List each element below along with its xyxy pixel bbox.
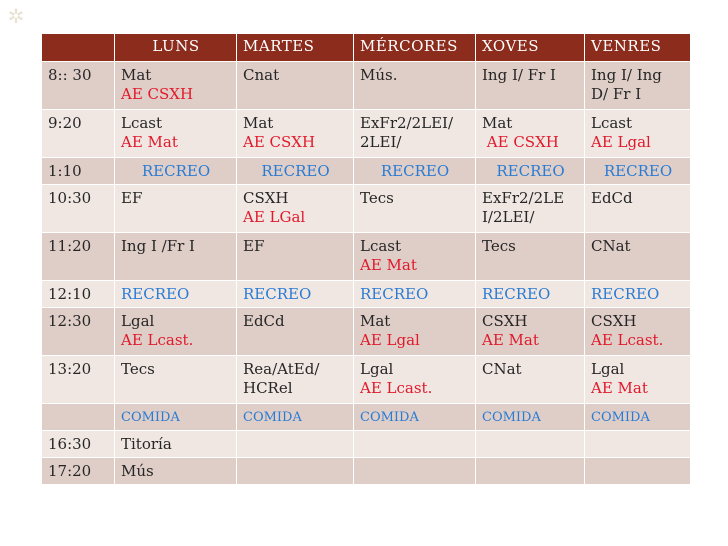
- cell-xoves: [476, 233, 585, 281]
- cell-luns: [115, 185, 237, 233]
- support-label: AE Mat: [360, 256, 417, 274]
- cell-luns: [115, 233, 237, 281]
- time-cell: 10:30: [42, 185, 115, 233]
- comida-label: COMIDA: [360, 410, 419, 425]
- support-label: AE Lcast.: [121, 331, 194, 349]
- cell-martes: [237, 185, 354, 233]
- subject-label: Mat: [482, 114, 513, 132]
- support-label: AE CSXH: [121, 85, 194, 103]
- cell-xoves: [476, 62, 585, 110]
- subject-label: Lcast: [591, 114, 633, 132]
- cell-martes: [237, 233, 354, 281]
- subject-label: Mat: [360, 312, 391, 330]
- recreo-label: RECREO: [496, 162, 565, 180]
- recreo-label: RECREO: [121, 285, 190, 303]
- cell-venres: [585, 356, 691, 404]
- support-label: AE Lgal: [360, 331, 420, 349]
- cell-venres: [585, 404, 691, 431]
- subject-label: CNat: [591, 237, 631, 255]
- subject-label: CSXH: [482, 312, 528, 330]
- subject-label: ExFr2/2LE: [482, 189, 565, 207]
- support-label: AE Mat: [591, 379, 648, 397]
- table-row: [42, 404, 691, 431]
- table-row: [42, 281, 691, 308]
- cell-xoves: [476, 158, 585, 185]
- cell-mercores: [354, 404, 476, 431]
- table-row: [42, 356, 691, 404]
- subject-label: Lgal: [360, 360, 394, 378]
- cell-martes: [237, 356, 354, 404]
- subject-label: Tecs: [121, 360, 155, 378]
- cell-luns: [115, 431, 237, 458]
- cell-luns: [115, 356, 237, 404]
- table-row: [42, 308, 691, 356]
- subject-label: Ing I/ Fr I: [482, 66, 556, 84]
- table-row: [42, 110, 691, 158]
- cell-martes: [237, 281, 354, 308]
- cell-venres: [585, 158, 691, 185]
- support-label: AE Mat: [121, 133, 178, 151]
- recreo-label: RECREO: [261, 162, 330, 180]
- cell-venres: [585, 281, 691, 308]
- cell-mercores: [354, 458, 476, 485]
- cell-mercores: [354, 233, 476, 281]
- support-label: AE Lcast.: [360, 379, 433, 397]
- cell-mercores: [354, 158, 476, 185]
- subject-label: Mús: [121, 462, 154, 480]
- weekly-timetable: [41, 33, 691, 485]
- cell-martes: [237, 308, 354, 356]
- subject-label: Mús.: [360, 66, 398, 84]
- subject-label: Rea/AtEd/: [243, 360, 320, 378]
- support-label: AE Mat: [482, 331, 539, 349]
- support-label: AE Lcast.: [591, 331, 664, 349]
- timetable-header-row: [42, 34, 691, 62]
- time-cell: 1:10: [42, 158, 115, 185]
- subject-label: CNat: [482, 360, 522, 378]
- comida-label: COMIDA: [482, 410, 541, 425]
- subject-label-continued: D/ Fr I: [591, 85, 642, 103]
- comida-label: COMIDA: [591, 410, 650, 425]
- subject-label: Ing I /Fr I: [121, 237, 195, 255]
- subject-label: EF: [121, 189, 143, 207]
- table-row: [42, 458, 691, 485]
- header-xoves: XOVES: [476, 34, 585, 62]
- recreo-label: RECREO: [482, 285, 551, 303]
- time-cell: 8:: 30: [42, 62, 115, 110]
- cell-venres: [585, 110, 691, 158]
- cell-mercores: [354, 110, 476, 158]
- subject-label: Tecs: [482, 237, 516, 255]
- cell-martes: [237, 110, 354, 158]
- subject-label: Lgal: [121, 312, 155, 330]
- cell-venres: [585, 185, 691, 233]
- cell-xoves: [476, 110, 585, 158]
- support-label: AE Lgal: [591, 133, 651, 151]
- cell-venres: [585, 308, 691, 356]
- cell-venres: [585, 458, 691, 485]
- cell-luns: [115, 308, 237, 356]
- cell-xoves: [476, 308, 585, 356]
- cell-xoves: [476, 185, 585, 233]
- recreo-label: RECREO: [603, 162, 673, 180]
- cell-xoves: [476, 356, 585, 404]
- cell-xoves: [476, 458, 585, 485]
- cell-luns: [115, 404, 237, 431]
- header-time: [42, 34, 115, 62]
- subject-label: CSXH: [243, 189, 289, 207]
- cell-mercores: [354, 431, 476, 458]
- subject-label: Cnat: [243, 66, 280, 84]
- subject-label: Titoría: [121, 435, 172, 453]
- support-label: AE CSXH: [482, 133, 559, 151]
- subject-label-continued: 2LEI/: [360, 133, 402, 151]
- recreo-label: RECREO: [591, 285, 660, 303]
- cell-mercores: [354, 62, 476, 110]
- time-cell: 16:30: [42, 431, 115, 458]
- support-label: AE CSXH: [243, 133, 316, 151]
- subject-label-continued: HCRel: [243, 379, 293, 397]
- cell-mercores: [354, 356, 476, 404]
- table-row: [42, 158, 691, 185]
- subject-label: Mat: [243, 114, 274, 132]
- header-mercores: MÉRCORES: [354, 34, 476, 62]
- cell-xoves: [476, 404, 585, 431]
- recreo-label: RECREO: [360, 285, 429, 303]
- subject-label: EdCd: [243, 312, 285, 330]
- cell-venres: [585, 431, 691, 458]
- cell-martes: [237, 431, 354, 458]
- cell-luns: [115, 458, 237, 485]
- cell-mercores: [354, 308, 476, 356]
- cell-luns: [115, 281, 237, 308]
- subject-label: EdCd: [591, 189, 633, 207]
- recreo-label: RECREO: [243, 285, 312, 303]
- cell-venres: [585, 233, 691, 281]
- comida-label: COMIDA: [243, 410, 302, 425]
- cell-martes: [237, 158, 354, 185]
- cell-martes: [237, 62, 354, 110]
- header-venres: VENRES: [585, 34, 691, 62]
- cell-xoves: [476, 281, 585, 308]
- table-row: [42, 233, 691, 281]
- time-cell: [42, 404, 115, 431]
- recreo-label: RECREO: [141, 162, 211, 180]
- cell-mercores: [354, 281, 476, 308]
- subject-label: CSXH: [591, 312, 637, 330]
- subject-label: EF: [243, 237, 265, 255]
- cell-mercores: [354, 185, 476, 233]
- time-cell: 13:20: [42, 356, 115, 404]
- cell-venres: [585, 62, 691, 110]
- subject-label: Lcast: [121, 114, 163, 132]
- header-luns: LUNS: [115, 34, 237, 62]
- subject-label: Tecs: [360, 189, 394, 207]
- subject-label: ExFr2/2LEI/: [360, 114, 454, 132]
- header-martes: MARTES: [237, 34, 354, 62]
- cell-xoves: [476, 431, 585, 458]
- subject-label-continued: I/2LEI/: [482, 208, 535, 226]
- table-row: [42, 185, 691, 233]
- time-cell: 12:30: [42, 308, 115, 356]
- time-cell: 11:20: [42, 233, 115, 281]
- subject-label: Mat: [121, 66, 152, 84]
- comida-label: COMIDA: [121, 410, 180, 425]
- recreo-label: RECREO: [380, 162, 450, 180]
- cell-luns: [115, 110, 237, 158]
- cell-martes: [237, 458, 354, 485]
- time-cell: 12:10: [42, 281, 115, 308]
- slide-corner-icon: ✲: [7, 4, 25, 28]
- cell-luns: [115, 62, 237, 110]
- subject-label: Lgal: [591, 360, 625, 378]
- cell-luns: [115, 158, 237, 185]
- time-cell: 17:20: [42, 458, 115, 485]
- support-label: AE LGal: [243, 208, 306, 226]
- table-row: [42, 62, 691, 110]
- subject-label: Ing I/ Ing: [591, 66, 662, 84]
- cell-martes: [237, 404, 354, 431]
- subject-label: Lcast: [360, 237, 402, 255]
- time-cell: 9:20: [42, 110, 115, 158]
- table-row: [42, 431, 691, 458]
